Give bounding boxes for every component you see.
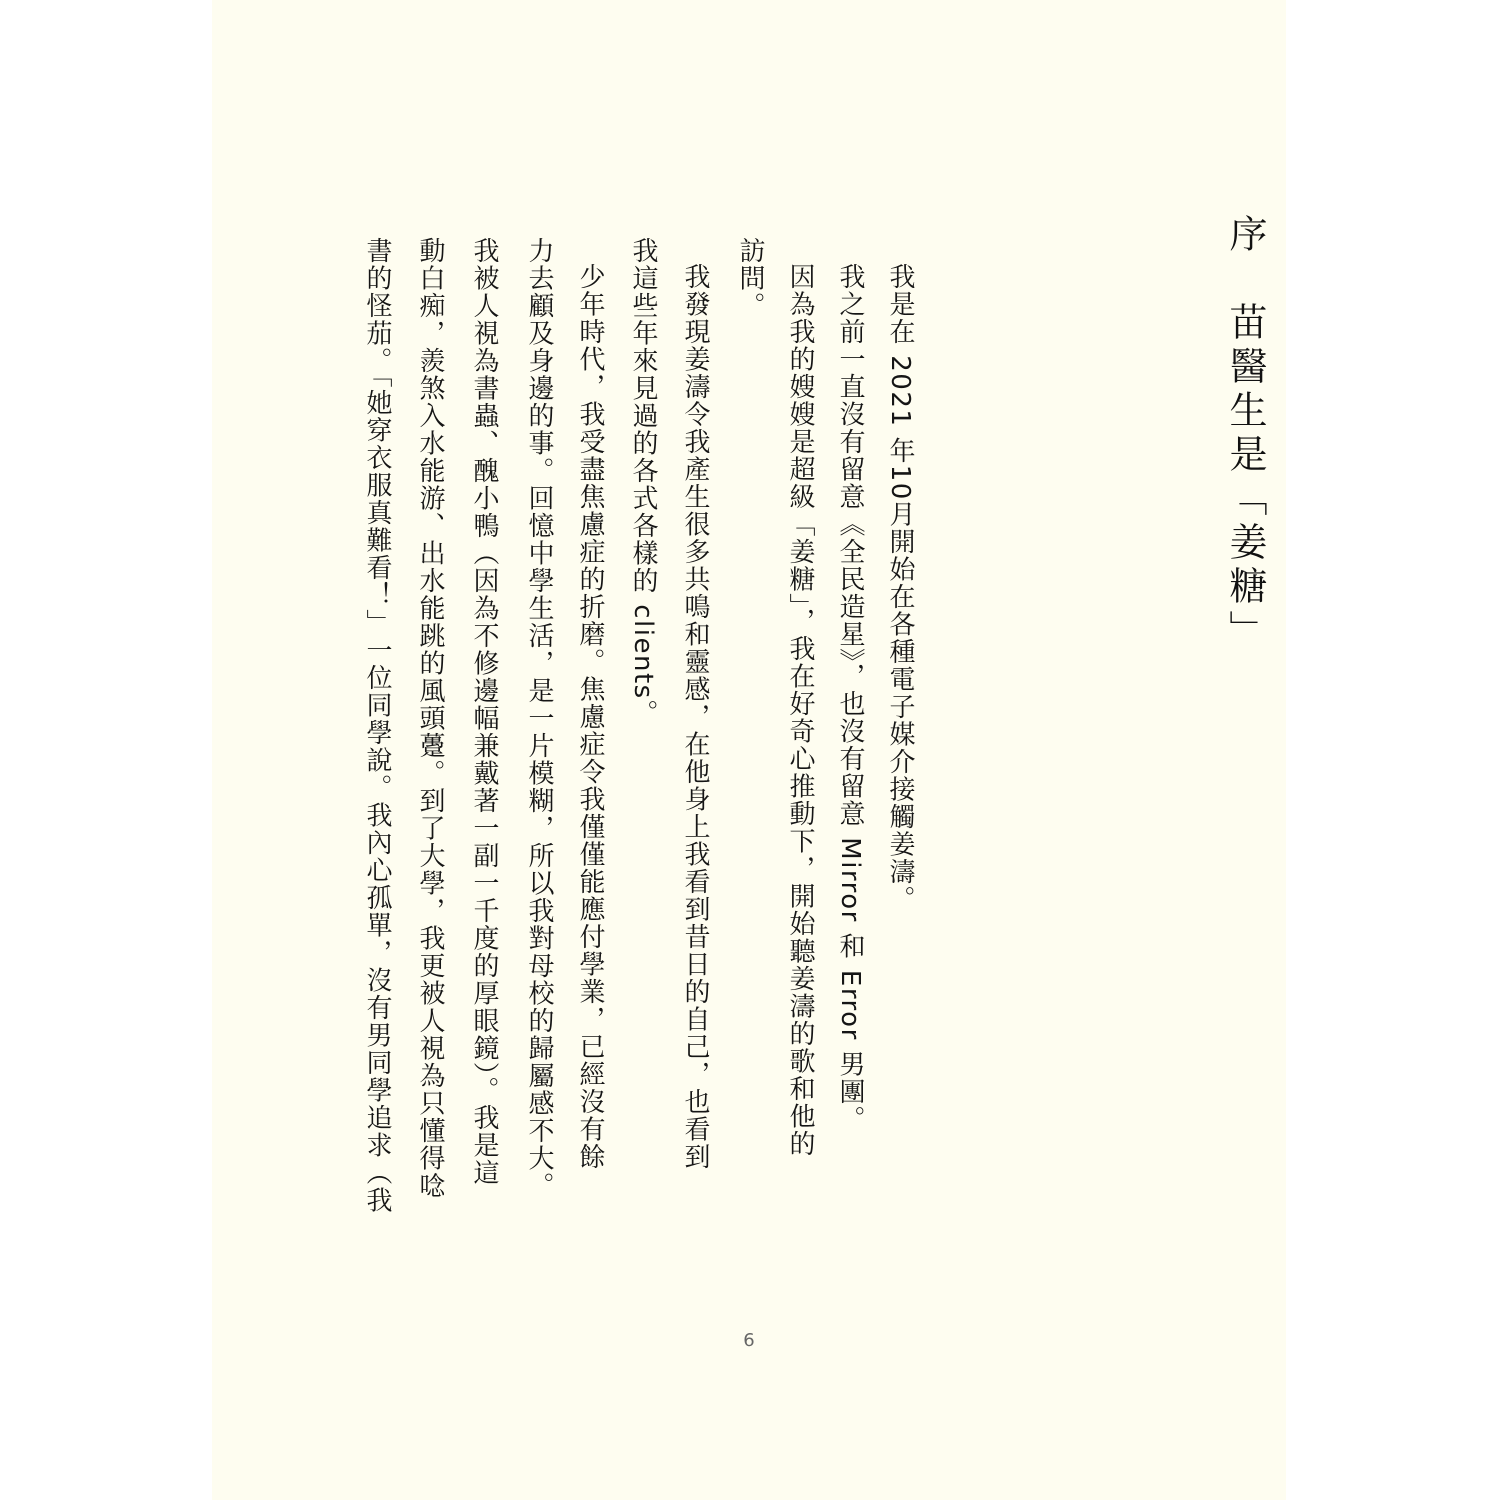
text-column-2: 我之前一直沒有留意《全民造星》，也沒有留意 Mirror 和 Error 男團。 — [835, 263, 865, 1134]
text-column-4: 訪問。 — [735, 237, 765, 320]
text-column-3: 因為我的嫂嫂是超級「姜糖」，我在好奇心推動下，開始聽姜濤的歌和他的 — [785, 263, 815, 1158]
book-page — [212, 0, 1286, 1500]
text-column-10: 動白痴，羨煞入水能游、出水能跳的風頭躉。到了大學，我更被人視為只懂得唸 — [415, 237, 445, 1200]
text-column-8: 力去顧及身邊的事。回憶中學生活，是一片模糊，所以我對母校的歸屬感不大。 — [524, 237, 554, 1200]
text-column-11: 書的怪茄。「她穿衣服真難看！」一位同學說。我內心孤單，沒有男同學追求（我 — [362, 237, 392, 1214]
text-column-1: 我是在 2021 年10月開始在各種電子媒介接觸姜濤。 — [885, 263, 915, 914]
page-number: 6 — [743, 1330, 755, 1351]
text-column-7: 少年時代，我受盡焦慮症的折磨。焦慮症令我僅僅能應付學業，已經沒有餘 — [575, 263, 605, 1171]
text-column-9: 我被人視為書蟲、醜小鴨（因為不修邊幅兼戴著一副一千度的厚眼鏡）。我是這 — [469, 237, 499, 1187]
text-column-5: 我發現姜濤令我產生很多共鳴和靈感，在他身上我看到昔日的自己，也看到 — [680, 263, 710, 1171]
text-column-6: 我這些年來見過的各式各樣的 clients。 — [628, 237, 658, 728]
page-title: 序 苗醫生是「姜糖」 — [1223, 214, 1267, 654]
